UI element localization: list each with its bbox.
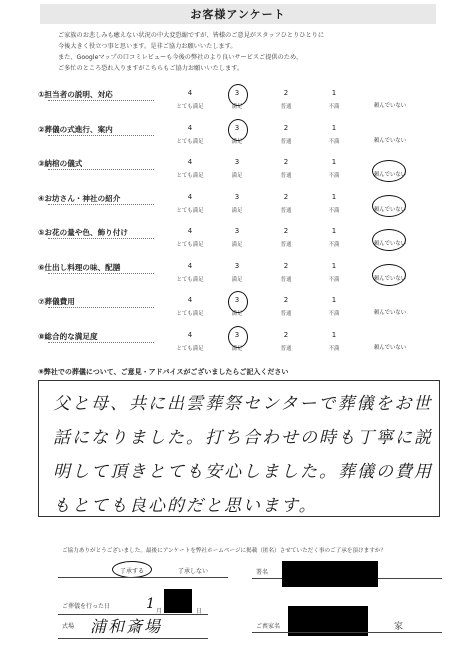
rating-caption: 普通: [280, 173, 292, 179]
intro-line: ご多忙のところ恐れ入りますがこちらもご協力お願いいたします。: [58, 65, 244, 72]
rating-caption: 不満: [328, 345, 340, 352]
funeral-month-value: 1: [146, 596, 155, 612]
venue-line: [58, 638, 208, 639]
not-requested-option[interactable]: [370, 89, 410, 109]
rating-caption: 満足: [231, 276, 243, 283]
rating-option-1[interactable]: [312, 158, 356, 179]
question-label: ③納棺の儀式: [38, 159, 83, 168]
title-bar: [40, 4, 436, 24]
rating-value: 4: [187, 330, 193, 339]
not-requested-option[interactable]: [370, 124, 410, 144]
not-requested-label: 頼んでいない: [373, 344, 407, 351]
consent-yes-option[interactable]: 了承する: [120, 568, 145, 575]
rating-caption: 満足: [231, 345, 243, 352]
rating-value: 4: [187, 261, 193, 270]
rating-value: 1: [331, 227, 337, 235]
rating-value: 1: [331, 296, 337, 304]
question-label: ④お坊さん・神社の紹介: [38, 193, 121, 203]
rating-value: 4: [187, 89, 193, 97]
not-requested-label: 頼んでいない: [373, 172, 407, 178]
rating-caption: 不満: [328, 207, 340, 214]
rating-option-1[interactable]: [312, 331, 356, 352]
rating-option-3[interactable]: [215, 227, 259, 248]
rating-option-1[interactable]: [312, 89, 356, 110]
not-requested-label: 頼んでいない: [373, 310, 407, 316]
rating-caption: 満足: [231, 138, 243, 145]
venue-label: 式場: [62, 623, 75, 630]
rating-option-1[interactable]: [312, 193, 356, 214]
rating-value: 2: [283, 123, 289, 132]
rating-option-4[interactable]: [168, 158, 212, 179]
dotted-leader: [48, 204, 154, 205]
not-requested-option[interactable]: [370, 227, 410, 247]
redacted-signature: [282, 561, 378, 587]
question-label: ⑧総合的な満足度: [38, 331, 98, 341]
rating-option-1[interactable]: [312, 262, 356, 283]
rating-value: 2: [283, 261, 289, 270]
rating-caption: 普通: [280, 345, 292, 352]
rating-value: 1: [331, 89, 337, 97]
consent-text: ご協力ありがとうございました。最後にアンケートを弊社ホームページに掲載（匿名）させていただく事のご了承を頂けますか？: [62, 548, 386, 554]
rating-value: 3: [234, 192, 240, 201]
rating-option-2[interactable]: [264, 262, 308, 283]
rating-option-4[interactable]: [168, 296, 212, 317]
not-requested-option[interactable]: [370, 331, 410, 351]
rating-option-4[interactable]: [168, 193, 212, 214]
rating-value: 2: [283, 227, 289, 235]
rating-option-4[interactable]: [168, 227, 212, 248]
intro-line: ご家族のお悲しみも癒えない状況の中大変恐縮ですが、皆様のご意見がスタッフひとりひとりに: [58, 32, 325, 39]
rating-caption: 不満: [328, 104, 340, 110]
rating-caption: 不満: [328, 311, 340, 317]
page-title: お客様アンケート: [190, 8, 286, 21]
rating-value: 1: [331, 330, 337, 339]
venue-value: 浦和斎場: [90, 617, 163, 636]
comment-question-label: ⑨弊社での葬儀について、ご意見・アドバイスがございましたらご記入ください: [38, 368, 289, 376]
not-requested-option[interactable]: [370, 296, 410, 316]
rating-option-2[interactable]: [264, 296, 308, 317]
rating-option-3[interactable]: [215, 262, 259, 283]
rating-caption: 不満: [328, 242, 340, 248]
rating-option-2[interactable]: [264, 124, 308, 145]
rating-caption: 普通: [280, 104, 292, 110]
rating-caption: とても満足: [176, 173, 204, 179]
rating-caption: 不満: [328, 173, 340, 179]
question-label: ⑥仕出し料理の味、配膳: [38, 262, 121, 272]
rating-option-2[interactable]: [264, 193, 308, 214]
intro-line: また、Googleマップの口コミレビューも今後の弊社のより良いサービスご提供のため、: [58, 54, 303, 61]
rating-value: 4: [187, 296, 193, 304]
rating-option-1[interactable]: [312, 296, 356, 317]
rating-option-4[interactable]: [168, 89, 212, 110]
rating-option-1[interactable]: [312, 124, 356, 145]
rating-caption: 普通: [280, 207, 292, 214]
rating-value: 4: [187, 192, 193, 201]
dotted-leader: [48, 135, 154, 136]
not-requested-option[interactable]: [370, 158, 410, 178]
rating-option-2[interactable]: [264, 227, 308, 248]
rating-value: 1: [331, 158, 337, 166]
rating-value: 2: [283, 330, 289, 339]
rating-value: 1: [331, 123, 337, 132]
intro-text: [58, 30, 438, 74]
question-label: ⑦葬儀費用: [38, 297, 75, 306]
rating-value: 2: [283, 192, 289, 201]
rating-option-3[interactable]: [215, 89, 259, 110]
rating-caption: とても満足: [176, 276, 204, 283]
funeral-date-label: ご葬儀を行った日: [62, 603, 111, 610]
signature-label: 署名: [256, 569, 269, 576]
not-requested-label: 頼んでいない: [373, 137, 407, 144]
rating-caption: 満足: [231, 104, 243, 110]
redacted-day: [164, 589, 192, 613]
rating-option-1[interactable]: [312, 227, 356, 248]
rating-option-4[interactable]: [168, 124, 212, 145]
rating-value: 3: [234, 227, 240, 235]
rating-option-2[interactable]: [264, 331, 308, 352]
dotted-leader: [48, 307, 154, 308]
not-requested-label: 頼んでいない: [373, 275, 407, 282]
rating-value: 2: [283, 89, 289, 97]
rating-option-2[interactable]: [264, 89, 308, 110]
not-requested-label: 頼んでいない: [373, 241, 407, 247]
dotted-leader: [48, 342, 154, 343]
rating-caption: とても満足: [176, 104, 204, 110]
rating-caption: とても満足: [176, 242, 204, 248]
rating-caption: とても満足: [176, 311, 204, 317]
rating-value: 4: [187, 123, 193, 132]
rating-value: 4: [187, 227, 193, 235]
rating-option-3[interactable]: [215, 331, 259, 352]
rating-value: 1: [331, 192, 337, 201]
not-requested-option[interactable]: [370, 193, 410, 213]
rating-option-3[interactable]: [215, 296, 259, 317]
divider: [58, 577, 228, 578]
rating-caption: とても満足: [176, 138, 204, 145]
rating-option-3[interactable]: [215, 124, 259, 145]
rating-caption: とても満足: [176, 345, 204, 352]
dotted-leader: [48, 238, 154, 239]
rating-caption: 不満: [328, 276, 340, 283]
rating-caption: 普通: [280, 311, 292, 317]
comment-box[interactable]: [38, 380, 440, 517]
rating-value: 3: [234, 261, 240, 270]
not-requested-label: 頼んでいない: [373, 103, 407, 109]
dotted-leader: [48, 169, 154, 170]
rating-caption: 満足: [231, 242, 243, 248]
rating-caption: 満足: [231, 173, 243, 179]
rating-caption: 満足: [231, 311, 243, 317]
month-label: 月: [156, 608, 163, 615]
rating-value: 3: [234, 330, 240, 339]
not-requested-label: 頼んでいない: [373, 206, 407, 213]
not-requested-option[interactable]: [370, 262, 410, 282]
dotted-leader: [48, 273, 154, 274]
rating-value: 4: [187, 158, 193, 166]
rating-value: 2: [283, 158, 289, 166]
intro-line: 今後大きく役立つ事と思います。是非ご協力お願いいたします。: [58, 43, 237, 50]
rating-caption: 普通: [280, 242, 292, 248]
question-label: ⑤お花の量や色、飾り付け: [38, 228, 128, 237]
rating-option-4[interactable]: [168, 331, 212, 352]
rating-value: 1: [331, 261, 337, 270]
rating-value: 3: [234, 123, 240, 132]
rating-option-3[interactable]: [215, 193, 259, 214]
day-label: 日: [196, 608, 203, 615]
family-suffix: 家: [394, 622, 404, 632]
rating-option-2[interactable]: [264, 158, 308, 179]
rating-caption: 不満: [328, 138, 340, 145]
question-row: [0, 331, 466, 371]
question-label: ②葬儀の式進行、案内: [38, 124, 113, 134]
rating-value: 3: [234, 296, 240, 304]
rating-value: 2: [283, 296, 289, 304]
rating-caption: 満足: [231, 207, 243, 214]
rating-value: 3: [234, 158, 240, 166]
rating-caption: 普通: [280, 276, 292, 283]
rating-caption: とても満足: [176, 207, 204, 214]
handwritten-comment: 父と母、共に出雲葬祭センターで葬儀をお世話になりました。打ち合わせの時も丁寧に説明して頂きとても安心しました。葬儀の費用もとても良心的だと思います。: [53, 394, 433, 516]
family-name-label: ご喪家名: [256, 623, 281, 630]
family-name-line: [252, 632, 442, 633]
question-label: ①担当者の説明、対応: [38, 90, 113, 99]
rating-value: 3: [234, 89, 240, 97]
dotted-leader: [48, 100, 154, 101]
rating-option-3[interactable]: [215, 158, 259, 179]
rating-option-4[interactable]: [168, 262, 212, 283]
consent-no-option[interactable]: 了承しない: [178, 568, 209, 575]
rating-caption: 普通: [280, 138, 292, 145]
